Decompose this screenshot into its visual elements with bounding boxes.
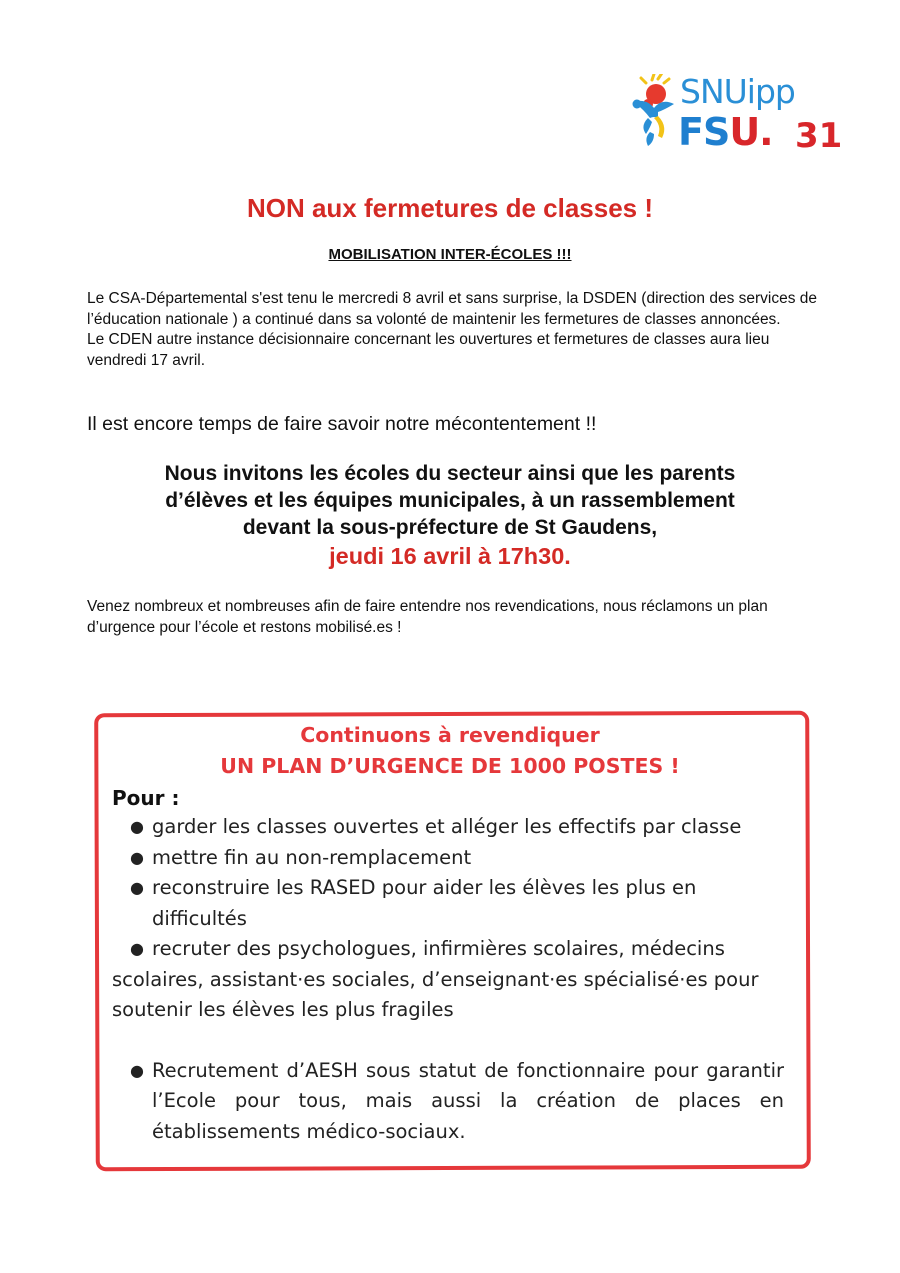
demands-box (112, 720, 792, 1147)
box-title-2: UN PLAN D’URGENCE DE 1000 POSTES ! (220, 754, 680, 778)
invite-line-3: devant la sous-préfecture de St Gaudens, (242, 516, 658, 539)
intro-paragraph (87, 289, 822, 371)
invite-line-2: d’élèves et les équipes municipales, à un rassemblement (165, 489, 735, 512)
box-title-1: Continuons à revendiquer (300, 723, 600, 747)
bullet-icon: ● (130, 847, 144, 867)
intro-text-1: Le CSA-Départemental s'est tenu le mercredi 8 avril et sans surprise, la DSDEN (direction des services de l’éducation nationale ) a continué dans sa volonté de maintenir les fermetures de classes annoncées. (87, 290, 818, 328)
logo-snuipp-text: SNUipp (680, 72, 795, 111)
intro-text-2: Le CDEN autre instance décisionnaire concernant les ouvertures et fermetures de classes aura lieu vendredi 17 avril. (87, 331, 770, 369)
snuipp-fsu-logo (628, 72, 843, 162)
event-date: jeudi 16 avril à 17h30. (329, 543, 571, 569)
invitation-block (0, 460, 900, 571)
list-item: ● garder les classes ouvertes et alléger les effectifs par classe (112, 812, 792, 843)
bullet-icon: ● (130, 1060, 144, 1080)
logo-fsu-text: FSU. (678, 110, 773, 154)
box-pour-label: Pour : (112, 786, 180, 810)
subtitle: MOBILISATION INTER-ÉCOLES !!! (328, 246, 572, 263)
logo-department-number: 31 (795, 116, 843, 156)
bullet-icon: ● (130, 939, 144, 958)
list-item: ● Recrutement d’AESH sous statut de fonctionnaire pour garantir l’Ecole pour tous, mais aussi la création de places en établissements médico-sociaux. (112, 1056, 792, 1148)
demands-list (112, 812, 792, 1147)
bullet-icon: ● (130, 878, 144, 897)
discontent-paragraph: Il est encore temps de faire savoir notre mécontentement !! (87, 413, 597, 435)
list-item: ● reconstruire les RASED pour aider les élèves les plus en difficultés (112, 873, 792, 934)
list-item: ● recruter des psychologues, infirmières scolaires, médecins scolaires, assistant·es sociales, d’enseignant·es spécialisé·es pour soutenir les élèves les plus fragiles (112, 934, 792, 1026)
closing-paragraph: Venez nombreux et nombreuses afin de faire entendre nos revendications, nous réclamons un plan d’urgence pour l’école et restons mobilisé.es ! (87, 598, 768, 636)
page-title: NON aux fermetures de classes ! (246, 193, 654, 223)
invite-line-1: Nous invitons les écoles du secteur ainsi que les parents (164, 462, 736, 485)
list-item: ● mettre fin au non-remplacement (112, 843, 792, 874)
bullet-icon: ● (130, 817, 144, 836)
